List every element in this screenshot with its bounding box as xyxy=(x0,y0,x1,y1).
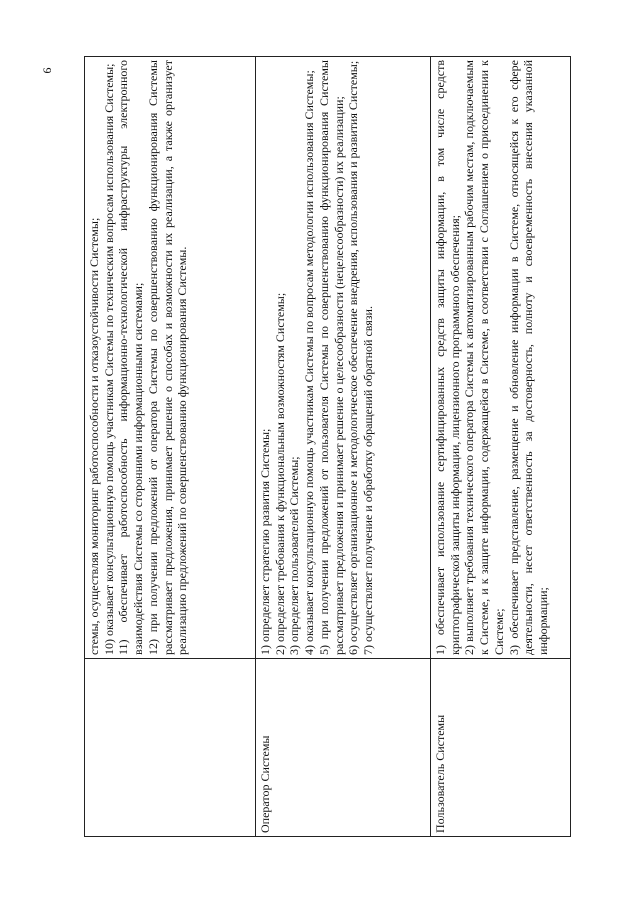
list-item: 5) при получении предложений от пользователя Системы по совершенствованию функционирования Системы рассматривает предложения и принимает решение о целесообразности (нецелесообразности) их реализации; xyxy=(316,60,346,655)
rotated-page-content xyxy=(84,60,570,837)
list-item: 10) оказывает консультационную помощь участникам Системы по техническим вопросам использования Системы; xyxy=(101,63,116,655)
responsibilities-cell xyxy=(85,57,256,659)
list-item: 1) определяет стратегию развития Системы; xyxy=(258,428,272,655)
list-item: стемы, осуществляя мониторинг работоспособности и отказоустойчивости Системы; xyxy=(87,217,101,655)
responsibilities-cell xyxy=(431,57,571,659)
list-item: 2) определяет требования к функциональным возможностям Системы; xyxy=(272,292,287,655)
table-row xyxy=(431,57,571,837)
role-cell: Пользователь Системы xyxy=(431,659,571,837)
list-item: 7) осуществляет получение и обработку обращений обратной связи. xyxy=(360,306,375,655)
page-number: 9 xyxy=(40,67,55,74)
list-item: 3) определяет пользователей Системы; xyxy=(287,456,302,655)
list-item: 6) осуществляет организационное и методологическое обеспечение внедрения, использования и развития Системы; xyxy=(346,60,361,655)
table-row xyxy=(256,57,431,837)
list-item: 2) выполняет требования технического оператора Системы к автоматизированным рабочим местам, подключаемым к Системе, и к защите информации, содержащейся в Системе, в соответствии с Соглашением о присоединении к Системе; xyxy=(462,60,506,655)
list-item: 1) обеспечивает использование сертифицированных средств защиты информации, в том числе средств криптографической защиты информации, лицензионного программного обеспечения; xyxy=(433,60,462,655)
list-item: 11) обеспечивает работоспособность информационно-технологической инфраструктуры электронного взаимодействия Системы со сторонними информационными системами; xyxy=(116,60,146,655)
list-item: 4) оказывает консультационную помощь участникам Системы по вопросам методологии использования Системы; xyxy=(302,70,317,655)
list-item: 3) обеспечивает представление, размещение и обновление информации в Системе, относящейся к его сфере деятельности, несет ответственность за достоверность, полноту и своевременность внесения указанной информации; xyxy=(506,60,550,655)
responsibilities-table xyxy=(84,56,571,837)
list-item: 12) при получении предложений от оператора Системы по совершенствованию функционирования Системы рассматривает предложения, принимает решение о способах и возможности их реализации, а также организует реализацию предложений по совершенствованию функционирования Системы. xyxy=(145,60,190,655)
role-cell: Оператор Системы xyxy=(256,659,431,837)
role-cell xyxy=(85,659,256,837)
table-row xyxy=(85,57,256,837)
responsibilities-cell xyxy=(256,57,431,659)
